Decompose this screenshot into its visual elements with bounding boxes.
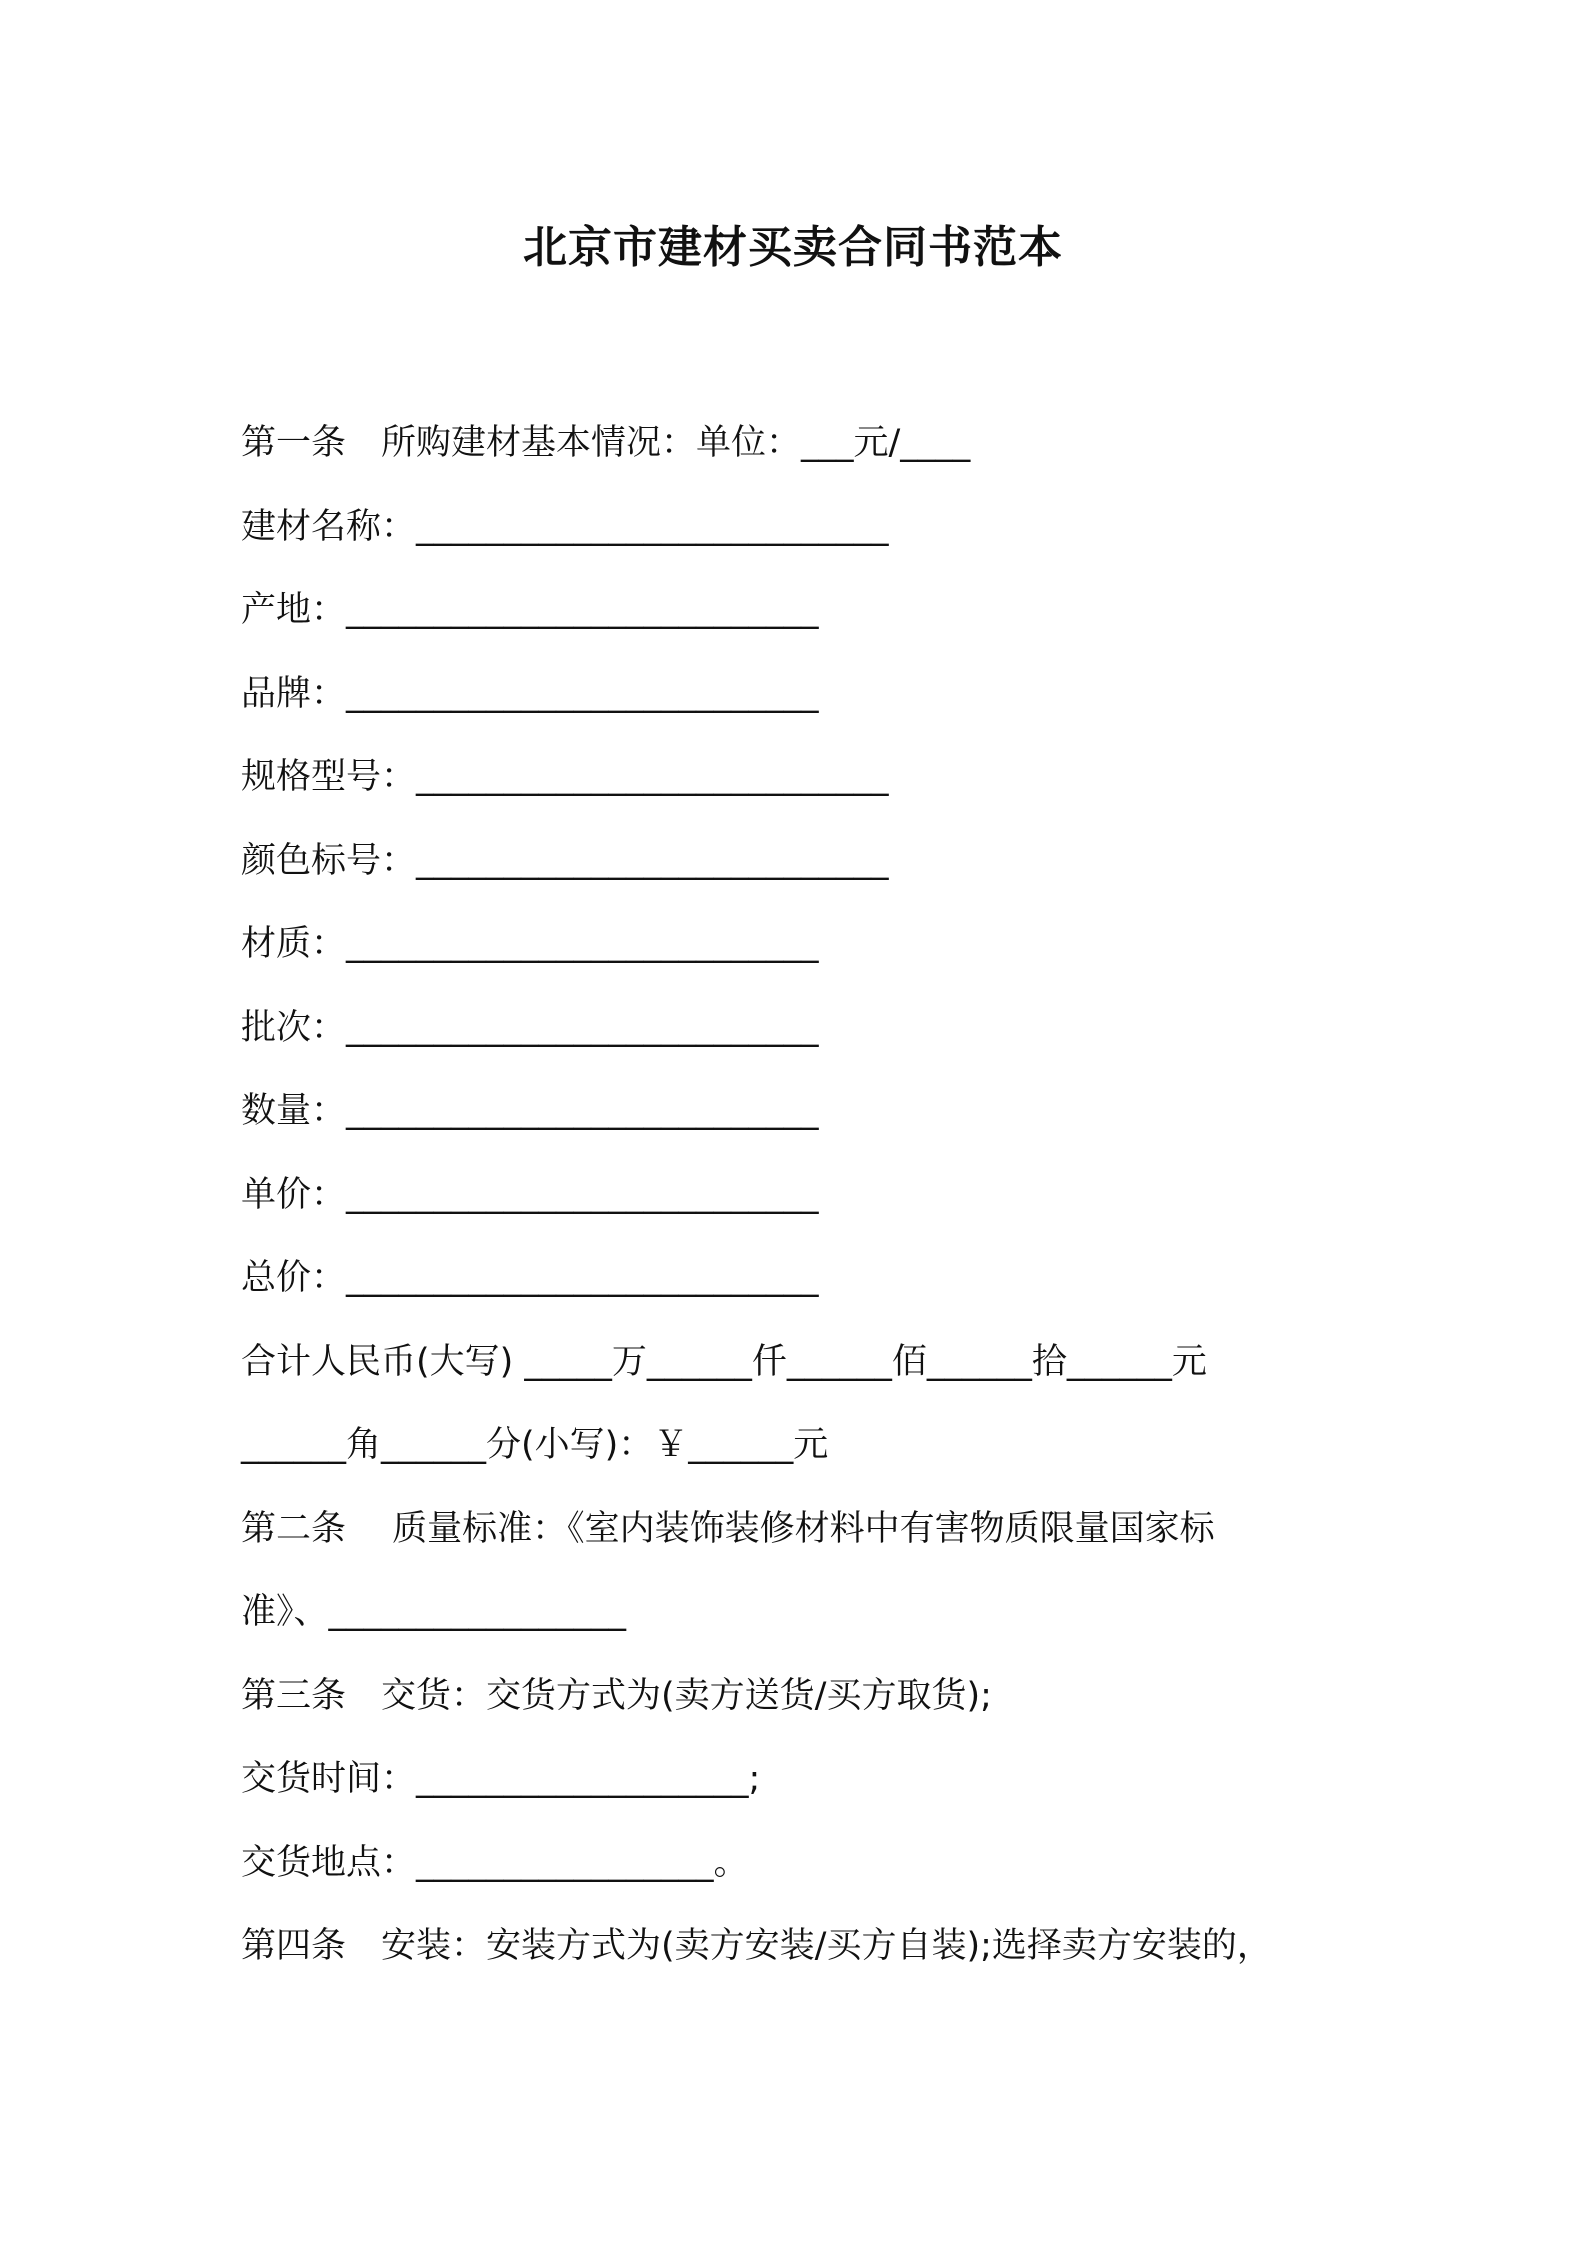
field-spec-model: 规格型号：___________________________ <box>241 757 889 797</box>
clause-4-line: 第四条 安装：安装方式为(卖方安装/买方自装);选择卖方安装的， <box>241 1926 1272 1966</box>
field-material-name: 建材名称：___________________________ <box>241 506 889 547</box>
field-brand: 品牌：___________________________ <box>241 673 819 714</box>
field-total-rmb-lowercase: ______角______分(小写)：￥______元 <box>241 1425 829 1465</box>
field-unit-price: 单价：___________________________ <box>241 1174 819 1215</box>
field-color-code: 颜色标号：___________________________ <box>241 840 889 881</box>
clause-2-line: 第二条 质量标准：《室内装饰装修材料中有害物质限量国家标 <box>241 1508 1215 1549</box>
document-title: 北京市建材买卖合同书范本 <box>523 222 1063 273</box>
field-quantity: 数量：___________________________ <box>241 1091 819 1131</box>
field-delivery-time: 交货时间：___________________; <box>241 1759 761 1799</box>
field-batch: 批次：___________________________ <box>241 1007 819 1048</box>
clause-2-continuation: 准》、_________________ <box>241 1592 627 1632</box>
field-total-price: 总价：___________________________ <box>241 1258 819 1298</box>
clause-3-line: 第三条 交货：交货方式为(卖方送货/买方取货); <box>241 1675 992 1716</box>
field-total-rmb-uppercase: 合计人民币(大写) _____万______仟______佰______拾______元 <box>241 1341 1207 1382</box>
field-material: 材质：___________________________ <box>241 924 819 964</box>
field-origin: 产地：___________________________ <box>241 590 819 630</box>
clause-1-line: 第一条 所购建材基本情况：单位：___元/____ <box>241 423 971 463</box>
field-delivery-place: 交货地点：_________________。 <box>241 1842 749 1883</box>
contract-body <box>241 402 1381 1989</box>
